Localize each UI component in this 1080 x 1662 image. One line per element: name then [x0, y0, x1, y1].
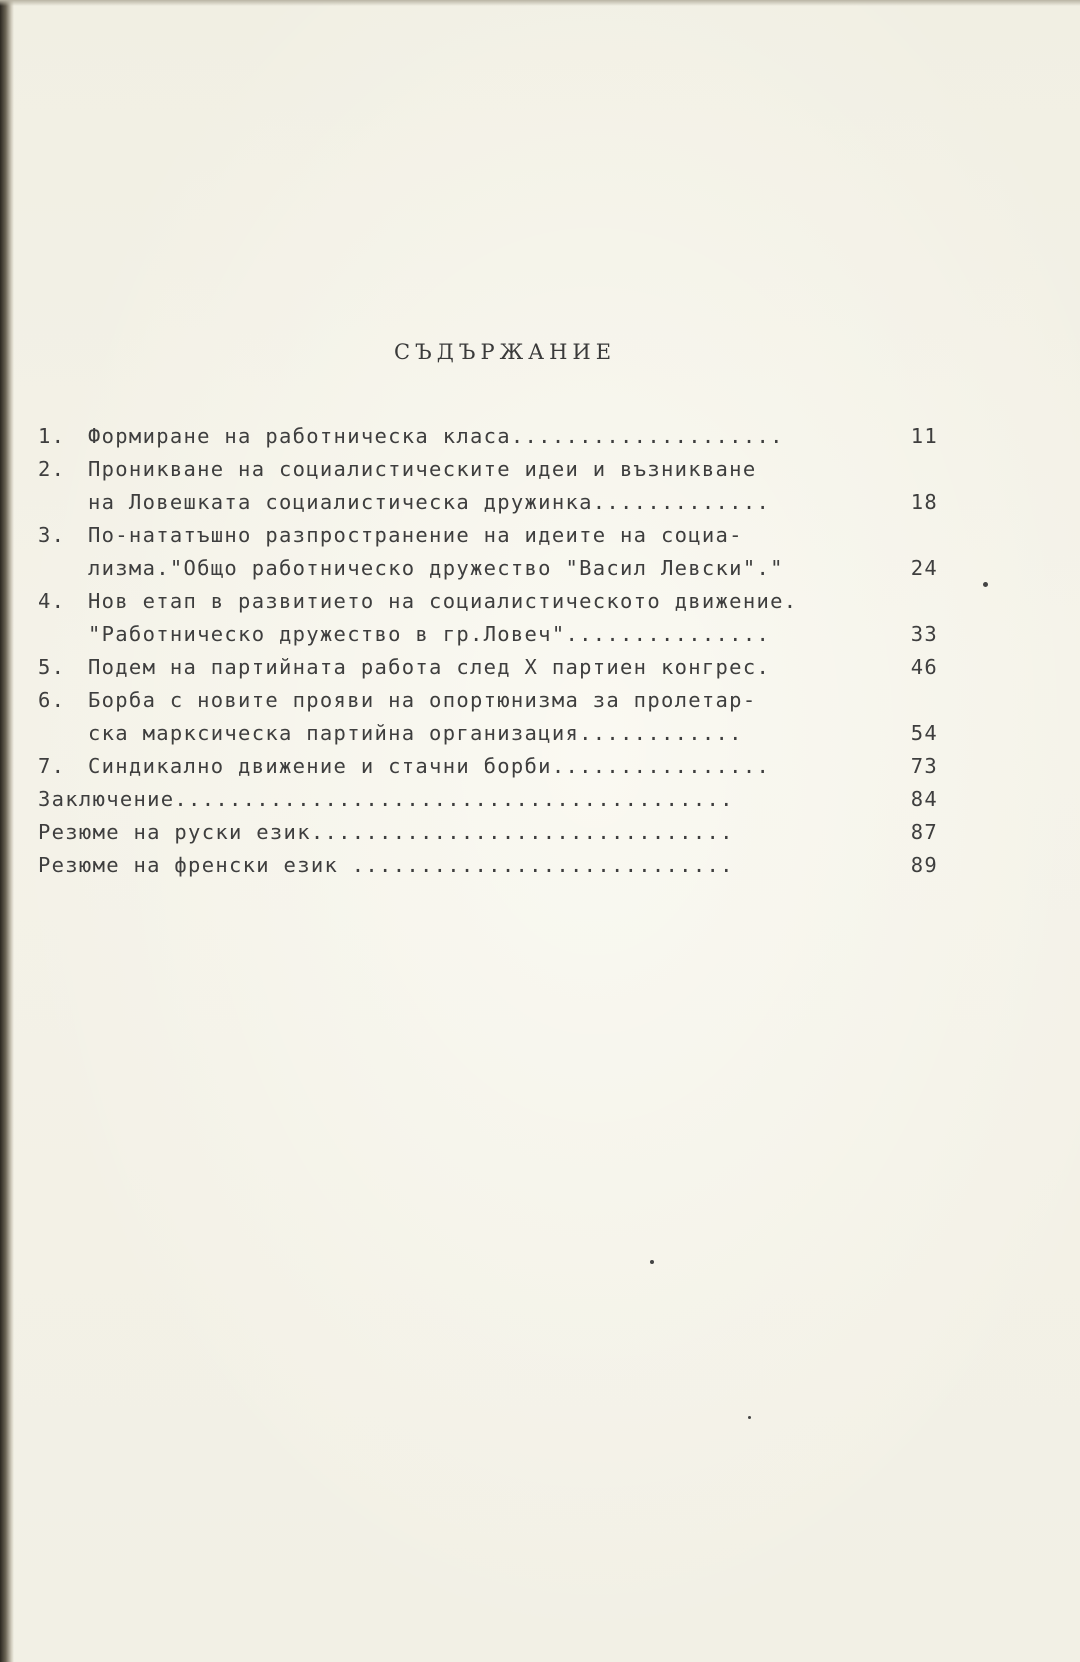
entry-title-continued: на Ловешката социалистическа дружинка............. [88, 490, 771, 514]
scan-speck [650, 1260, 654, 1264]
toc-line [38, 552, 958, 585]
toc-title: СЪДЪРЖАНИЕ [393, 340, 617, 364]
toc-line [38, 783, 958, 816]
entry-page-number: 89 [910, 853, 938, 877]
entry-title: Синдикално движение и стачни борби................ [88, 754, 771, 778]
toc-line [38, 849, 958, 882]
toc-entry-4[interactable] [38, 585, 958, 651]
entry-page-number: 46 [910, 655, 938, 679]
entry-title-continued: "Работническо дружество в гр.Ловеч"............... [88, 622, 771, 646]
entry-number: 4. [38, 589, 66, 613]
binding-edge-shadow [0, 0, 14, 1662]
entry-page-number: 73 [910, 754, 938, 778]
toc-line [38, 453, 958, 486]
entry-title: Резюме на руски език............................... [38, 820, 734, 844]
toc-line [38, 651, 958, 684]
entry-title: Проникване на социалистическите идеи и възникване [88, 457, 757, 481]
toc-line [38, 585, 958, 618]
toc-entry-7[interactable] [38, 750, 958, 783]
entry-title: Подем на партийната работа след X партиен конгрес. [88, 655, 771, 679]
toc-line [38, 420, 958, 453]
toc-entry-russian-summary[interactable] [38, 816, 958, 849]
entry-number: 1. [38, 424, 66, 448]
toc-line [38, 486, 958, 519]
toc-entry-6[interactable] [38, 684, 958, 750]
entry-page-number: 33 [910, 622, 938, 646]
entry-page-number: 54 [910, 721, 938, 745]
entry-title-continued: лизма."Общо работническо дружество "Васил Левски"." [88, 556, 784, 580]
toc-entry-1[interactable] [38, 420, 958, 453]
toc-entry-french-summary[interactable] [38, 849, 958, 882]
table-of-contents [38, 420, 958, 882]
entry-title: Заключение......................................... [38, 787, 734, 811]
entry-title: Борба с новите прояви на опортюнизма за пролетар- [88, 688, 757, 712]
entry-title: Нов етап в развитието на социалистическото движение. [88, 589, 798, 613]
entry-number: 6. [38, 688, 66, 712]
toc-line [38, 750, 958, 783]
entry-number: 7. [38, 754, 66, 778]
entry-title: По-нататъшно разпространение на идеите на социа- [88, 523, 743, 547]
entry-title-continued: ска марксическа партийна организация............ [88, 721, 743, 745]
toc-line [38, 618, 958, 651]
top-edge-shadow [0, 0, 1080, 6]
toc-entry-3[interactable] [38, 519, 958, 585]
entry-title: Формиране на работническа класа.................... [88, 424, 784, 448]
toc-line [38, 717, 958, 750]
entry-title: Резюме на френски език ............................ [38, 853, 734, 877]
entry-page-number: 84 [910, 787, 938, 811]
entry-page-number: 24 [910, 556, 938, 580]
scan-speck [983, 582, 988, 587]
scan-speck [748, 1416, 751, 1419]
entry-number: 5. [38, 655, 66, 679]
toc-entry-5[interactable] [38, 651, 958, 684]
toc-entry-2[interactable] [38, 453, 958, 519]
toc-line [38, 519, 958, 552]
toc-line [38, 816, 958, 849]
toc-line [38, 684, 958, 717]
entry-number: 2. [38, 457, 66, 481]
entry-number: 3. [38, 523, 66, 547]
entry-page-number: 87 [910, 820, 938, 844]
entry-page-number: 11 [910, 424, 938, 448]
entry-page-number: 18 [910, 490, 938, 514]
toc-entry-conclusion[interactable] [38, 783, 958, 816]
